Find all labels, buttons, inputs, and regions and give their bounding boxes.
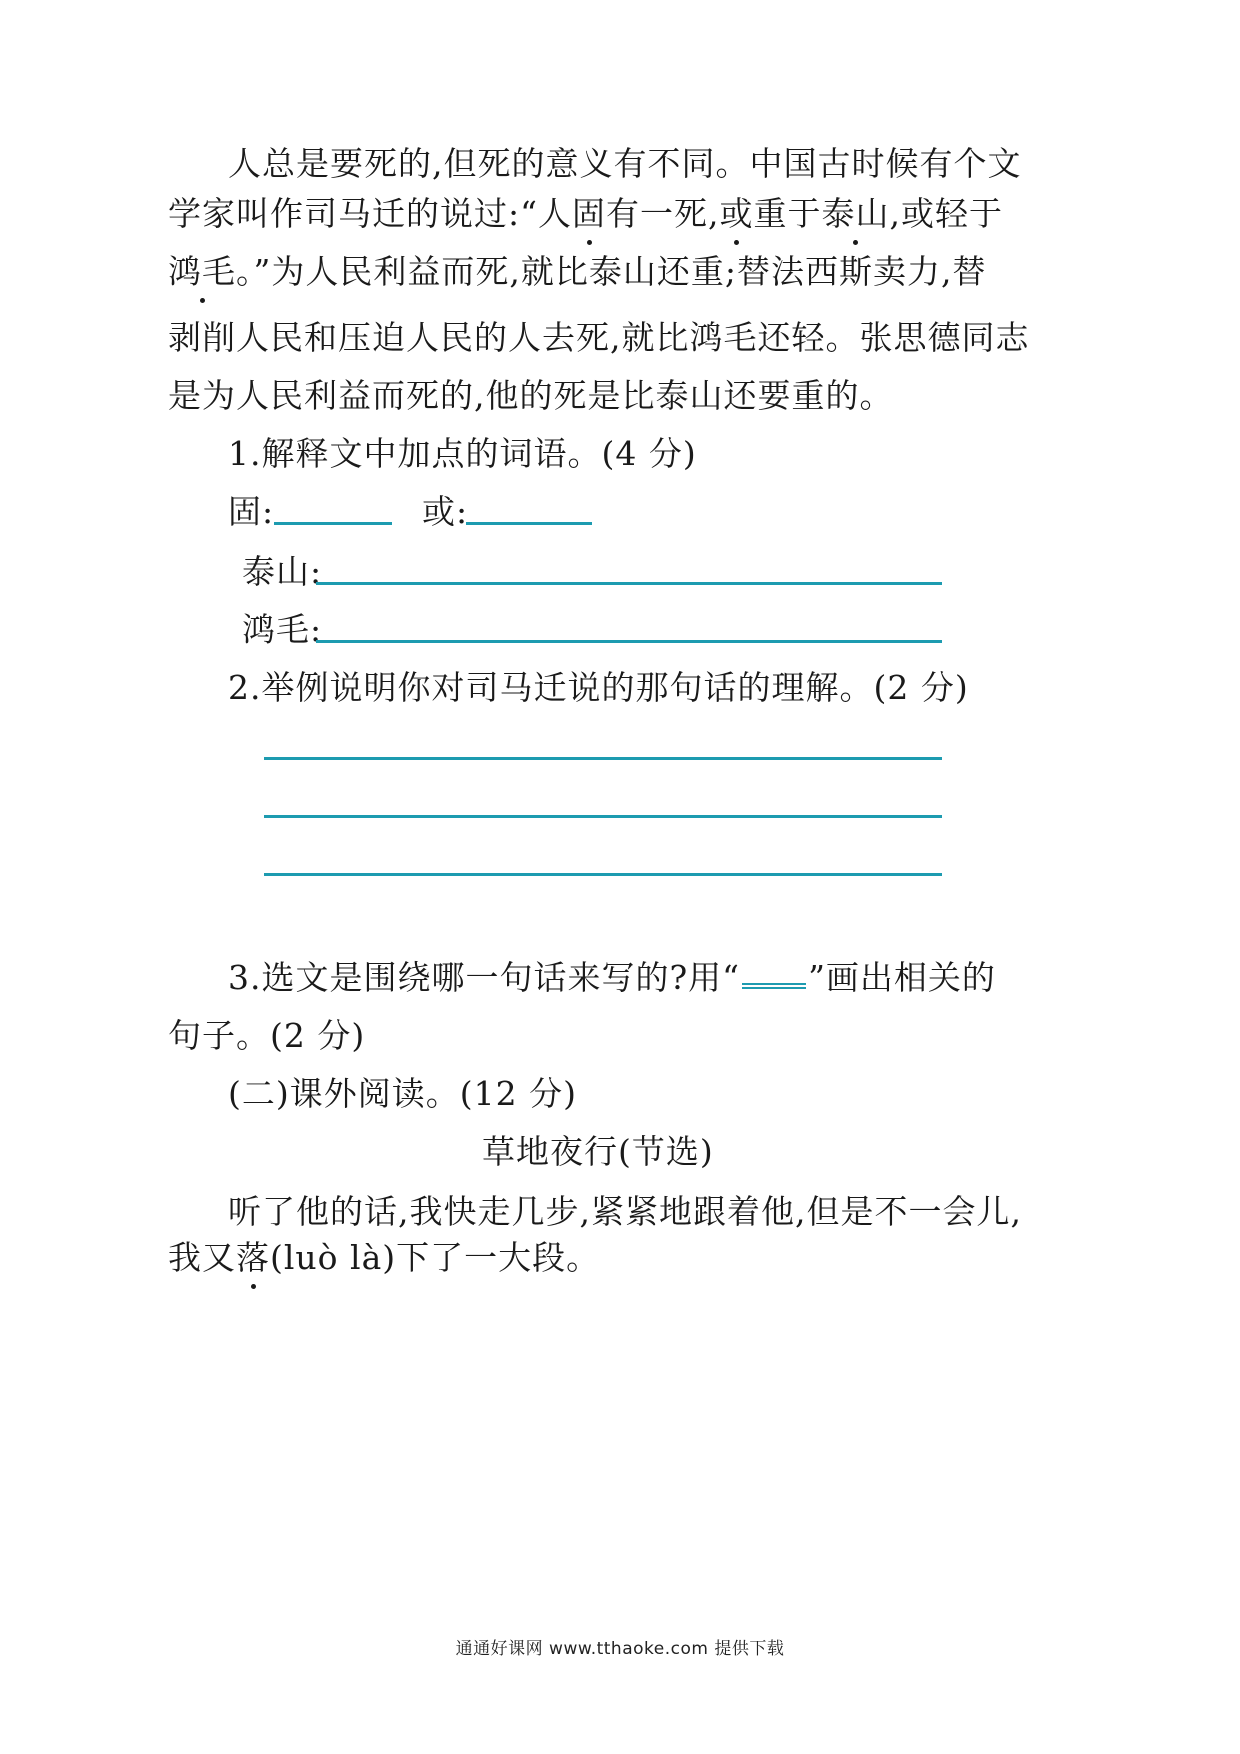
- dotted-word-hongmao: 鸿毛: [168, 250, 236, 294]
- question-3-text-end: ”画出相关的: [808, 958, 996, 997]
- reading-title-text: 草地夜行(节选): [482, 1132, 714, 1171]
- dotted-word-luo: 落: [236, 1236, 270, 1280]
- reading-text: (luò là)下了一大段。: [270, 1238, 601, 1277]
- passage-text: 是为人民利益而死的,他的死是比泰山还要重的。: [168, 376, 894, 415]
- question-3-prompt: [228, 956, 996, 1000]
- reading-text: 我又: [168, 1238, 236, 1277]
- passage-line-4: [168, 316, 1030, 360]
- dotted-word-huo: 或: [720, 192, 754, 236]
- passage-line-1: [228, 142, 1022, 186]
- question-3-line-2: [168, 1014, 365, 1058]
- passage-text: 人总是要死的,但死的意义有不同。中国古时候有个文: [228, 144, 1022, 183]
- reading-title: [482, 1130, 714, 1174]
- question-3-text: 3.选文是围绕哪一句话来写的?用“: [228, 958, 741, 997]
- q1-answer-blank-taishan[interactable]: [316, 582, 942, 585]
- question-1-prompt: [228, 432, 697, 476]
- passage-line-2: [168, 192, 1003, 236]
- q1-term-hongmao-label: 鸿毛:: [242, 610, 323, 649]
- reading-para-line-1: [228, 1190, 1022, 1234]
- q2-answer-line-1[interactable]: [264, 757, 942, 760]
- q1-answer-blank-gu[interactable]: [274, 522, 392, 525]
- question-2-prompt: [228, 666, 969, 710]
- question-2-text: 2.举例说明你对司马迁说的那句话的理解。(2 分): [228, 668, 969, 707]
- question-1-text: 1.解释文中加点的词语。(4 分): [228, 434, 697, 473]
- reading-para-line-2: [168, 1236, 600, 1280]
- passage-text: 剥削人民和压迫人民的人去死,就比鸿毛还轻。张思德同志: [168, 318, 1030, 357]
- q1-answer-blank-huo[interactable]: [466, 522, 592, 525]
- section-2-heading-text: (二)课外阅读。(12 分): [228, 1074, 577, 1113]
- q2-answer-line-3[interactable]: [264, 873, 942, 876]
- passage-text: 有一死,: [606, 194, 720, 233]
- passage-line-5: [168, 374, 894, 418]
- double-underline-mark-sample: [742, 961, 806, 989]
- section-2-heading: [228, 1072, 577, 1116]
- q1-answer-blank-hongmao[interactable]: [316, 640, 942, 643]
- q1-term-gu-label: 固:: [228, 492, 275, 531]
- dotted-word-taishan: 泰山: [822, 192, 890, 236]
- q2-answer-line-2[interactable]: [264, 815, 942, 818]
- q1-term-taishan-label: 泰山:: [242, 552, 323, 591]
- dotted-word-gu: 固: [572, 192, 606, 236]
- passage-text: 学家叫作司马迁的说过:“人: [168, 194, 572, 233]
- question-3-points: 句子。(2 分): [168, 1016, 366, 1055]
- passage-text: 。”为人民利益而死,就比泰山还重;替法西斯卖力,替: [236, 252, 987, 291]
- reading-text: 听了他的话,我快走几步,紧紧地跟着他,但是不一会儿,: [228, 1192, 1022, 1231]
- passage-text: 重于: [753, 194, 822, 233]
- passage-text: ,或轻于: [889, 194, 1003, 233]
- q1-term-huo-label: 或:: [422, 492, 469, 531]
- passage-line-3: [168, 250, 986, 294]
- footer-credit: 通通好课网 www.tthaoke.com 提供下载: [455, 1639, 785, 1659]
